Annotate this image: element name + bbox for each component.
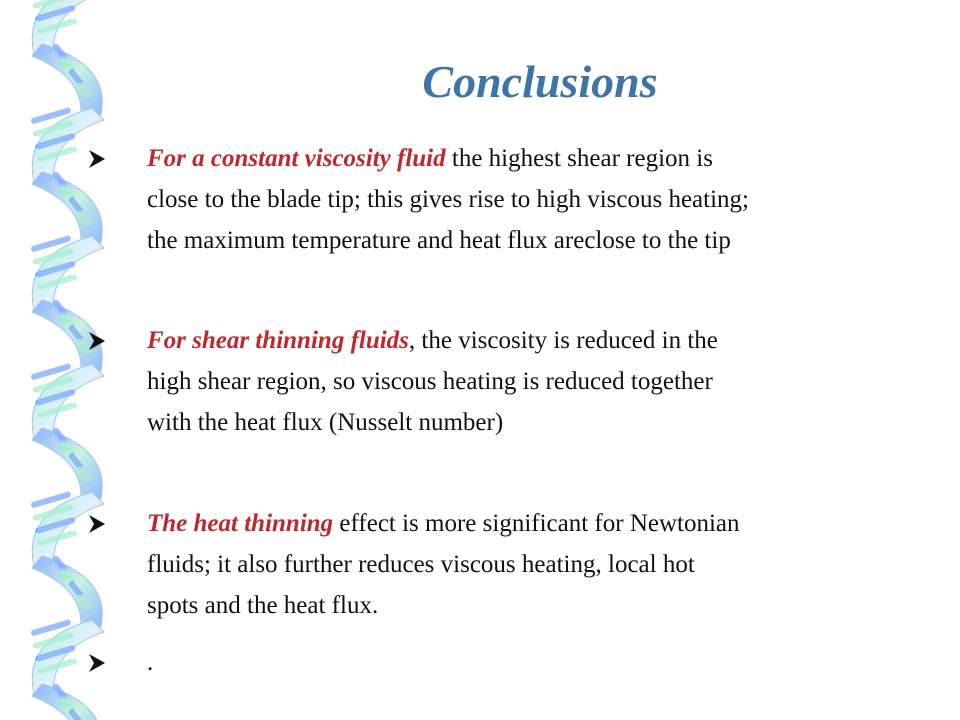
bullet-line [147,320,947,361]
bullet-text [147,320,947,443]
bullet-line: with the heat flux (Nusselt number) [147,409,504,436]
bullet-line [147,138,947,179]
bullet-line: close to the blade tip; this gives rise to high viscous heating; [147,186,749,213]
arrow-bullet-icon [86,642,108,683]
bullet-line: the maximum temperature and heat flux areclose to the tip [147,227,731,254]
bullet-line: fluids; it also further reduces viscous heating, local hot [147,551,695,578]
bullet-text: . [147,649,154,676]
slide-title: Conclusions [422,56,658,107]
bullet-line: spots and the heat flux. [147,592,379,619]
bullet-line-rest: the highest shear region is [445,145,713,172]
bullet-line-rest: effect is more significant for Newtonian [333,510,740,537]
bullet-highlight: For shear thinning fluids [147,327,409,354]
bullet-line [147,503,947,544]
arrow-bullet-icon [86,138,108,179]
spiral-ribbon-icon [0,0,140,720]
bullet-text [147,503,947,626]
bullet-highlight: For a constant viscosity fluid [147,145,446,172]
bullet-text [147,138,947,261]
bullet-line-rest: , the viscosity is reduced in the [408,327,718,354]
bullet-highlight: The heat thinning [147,510,334,537]
arrow-bullet-icon [86,503,108,544]
arrow-bullet-icon [86,320,108,361]
bullet-line: high shear region, so viscous heating is reduced together [147,368,713,395]
